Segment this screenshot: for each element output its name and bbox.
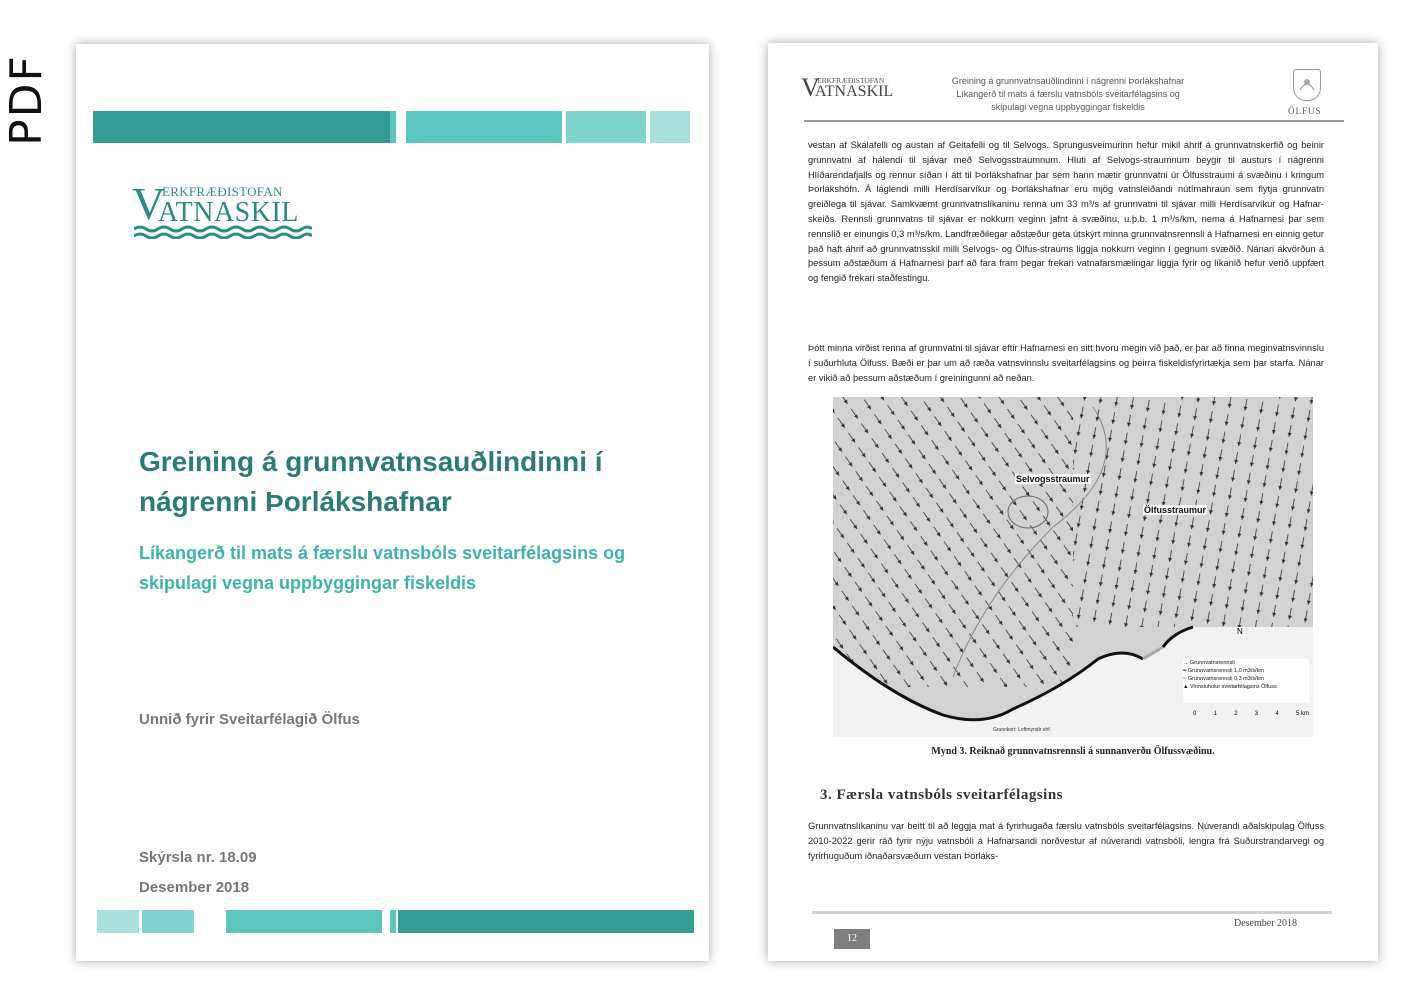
cover-page: [76, 44, 709, 961]
header-crest-label: ÖLFUS: [1288, 106, 1322, 116]
header-line3: skipulagi vegna uppbyggingar fiskeldis: [991, 102, 1145, 112]
cover-top-bar-5: [650, 111, 690, 143]
cover-bottom-bar-5: [398, 910, 694, 933]
groundwater-map: [833, 397, 1313, 737]
pdf-side-label: PDF: [1, 54, 52, 146]
paragraph-2: Þótt minna virðist renna af grunnvatni til sjávar eftir Hafnarnesi en sitt hvoru megin við það, er þar að finna meginvatnsvinnslu í suðurhluta Ölfuss. Bæði er þar um að ræða vatnsvinnslu sveitarfélagsins og þeirra fiskeldisfyrirtækja sem þar starfa. Nánar er vikið að þessum aðstæðum í greiningunni að neðan.: [808, 343, 1324, 383]
scale-tick: 2: [1234, 711, 1238, 717]
cover-subtitle: Líkangerð til mats á færslu vatnsbóls sveitarfélagsins og skipulagi vegna uppbyggingar fiskeldis: [139, 543, 626, 593]
legend-item-4: ▲ Vinnsluholur sveitarfélagsins Ölfuss: [1183, 684, 1277, 690]
logo-line1: ERKFRÆÐISTOFAN: [162, 184, 283, 199]
logo-line2: ATNASKIL: [158, 197, 299, 228]
legend-item-3: ━ Grunnvatnsrennsli 0,3 m3/s/km: [1183, 676, 1264, 682]
logo-v: V: [132, 178, 166, 229]
north-arrow-icon: N: [1237, 627, 1243, 636]
cover-top-bar-3: [406, 111, 562, 143]
legend-item-2: ━ Grunnvatnsrennsli 1,0 m3/s/km: [1183, 668, 1264, 674]
header-line1: Greining á grunnvatnsauðlindinni í nágrenni Þorlákshafnar: [951, 76, 1185, 86]
cover-title: Greining á grunnvatnsauðlindinni í nágrenni Þorlákshafnar: [139, 446, 603, 517]
footer-date: Desember 2018: [1234, 918, 1298, 929]
cover-bottom-bar-4: [390, 910, 396, 933]
header-vatnaskil-logo: [801, 75, 921, 105]
cover-bottom-bar-2: [142, 910, 194, 933]
scale-tick: 0: [1193, 711, 1197, 717]
cover-top-bar-2: [390, 111, 396, 143]
header-logo-line1: ERKFRÆÐISTOFAN: [817, 76, 885, 85]
map-scale: [1193, 711, 1309, 717]
logo-waves-icon: [134, 225, 312, 239]
paragraph-1: vestan af Skálafelli og austan af Geitafelli og til Selvogs. Sprungusveimurinn hefur mikil áhrif á grunnvatnskerfið og beinir grunnvatni af hálendi til sjávar með Selvogsstraumnum. Hluti af Selvogs-straumnum beygir til austurs í nágrenni Hlíðarendafjalls og rennur síðan í átt til Þorlákshafnar þar sem hann mætir grunnvatni úr Ölfusstraumi á svæðinu í kringum Þorlákshöfn. Á láglendi milli Herdísarvíkur og Þorlákshafnar eru mjög vatnsleiðandi nútímahraun sem flytja grunnvatn greiðlega til sjávar. Samkvæmt grunnvatnslíkaninu renna um 33 m³/s af grunnvatni til sjávar milli Herdísarvíkur og Hafnar-skeiðs. Rennsli grunnvatns til sjávar er nokkurn veginn jafnt á svæðinu, u.þ.b. 1 m³/s/km, nema á Hafnarnesi þar sem rennslið er einungis 0,3 m³/s/km. Landfræðilegar aðstæður geta útskýrt minna grunnvatnsrennsli á Hafnarnesi en einnig getur það haft áhrif að grunnvatnsskil milli Selvogs- og Ölfus-straums liggja nokkurn veginn í gegnum svæðið. Nánari ákvörðun á þessum aðstæðum á Hafnarnesi þarf að fara fram þegar frekari vatnafarsmælingar liggja fyrir og líkanið hefur verið uppfært og fengið frekari staðfestingu.: [808, 140, 1324, 284]
header-logo-line2: ATNASKIL: [815, 83, 894, 100]
cover-report-number: Skýrsla nr. 18.09: [139, 849, 257, 866]
section-heading: 3. Færsla vatnsbóls sveitarfélagsins: [820, 787, 1063, 803]
footer-rule: [812, 911, 1332, 914]
inner-page: [768, 43, 1378, 961]
olfus-crest-icon: [1293, 69, 1321, 101]
header-line2: Líkangerð til mats á færslu vatnsbóls sveitarfélagsins og: [956, 89, 1180, 99]
label-olfusstraumur: Ölfusstraumur: [1144, 505, 1207, 515]
cover-bottom-bar-1: [97, 910, 139, 933]
map-legend: [1183, 659, 1309, 703]
cover-date: Desember 2018: [139, 879, 250, 896]
page-number: 12: [834, 929, 870, 949]
header-title: [928, 75, 1208, 114]
scale-tick: 4: [1275, 711, 1279, 717]
cover-prepared-for: Unnið fyrir Sveitarfélagið Ölfus: [139, 711, 360, 728]
cover-top-bar-1: [93, 111, 390, 143]
cover-top-bar-4: [566, 111, 646, 143]
legend-item-1: → Grunnvatnsrennsli: [1183, 660, 1235, 666]
map-credit: Grunnkort: Loftmyndir ehf.: [993, 727, 1052, 733]
cover-bottom-bar-3: [226, 910, 382, 933]
label-selvogsstraumur: Selvogsstraumur: [1016, 474, 1090, 484]
scale-tick: 5 km: [1295, 711, 1309, 717]
scale-tick: 3: [1254, 711, 1259, 717]
header-logo-v: V: [801, 73, 820, 102]
figure-caption: Mynd 3. Reiknað grunnvatnsrennsli á sunnanverðu Ölfussvæðinu.: [931, 746, 1215, 757]
vatnaskil-logo: [132, 178, 312, 241]
paragraph-3: Grunnvatnslíkaninu var beitt til að leggja mat á fyrirhugaða færslu vatnsbóls sveitarfélagsins. Núverandi aðalskipulag Ölfuss 2010-2022 gerir ráð fyrir nýju vatnsbóli á Hafnarsandi norðvestur af núverandi vatnsbóli, lengra frá Suðurstrandarvegi og fyrirhuguðum iðnaðarsvæðum vestan Þorláks-: [808, 821, 1324, 861]
header-rule: [804, 120, 1344, 122]
scale-tick: 1: [1213, 711, 1217, 717]
